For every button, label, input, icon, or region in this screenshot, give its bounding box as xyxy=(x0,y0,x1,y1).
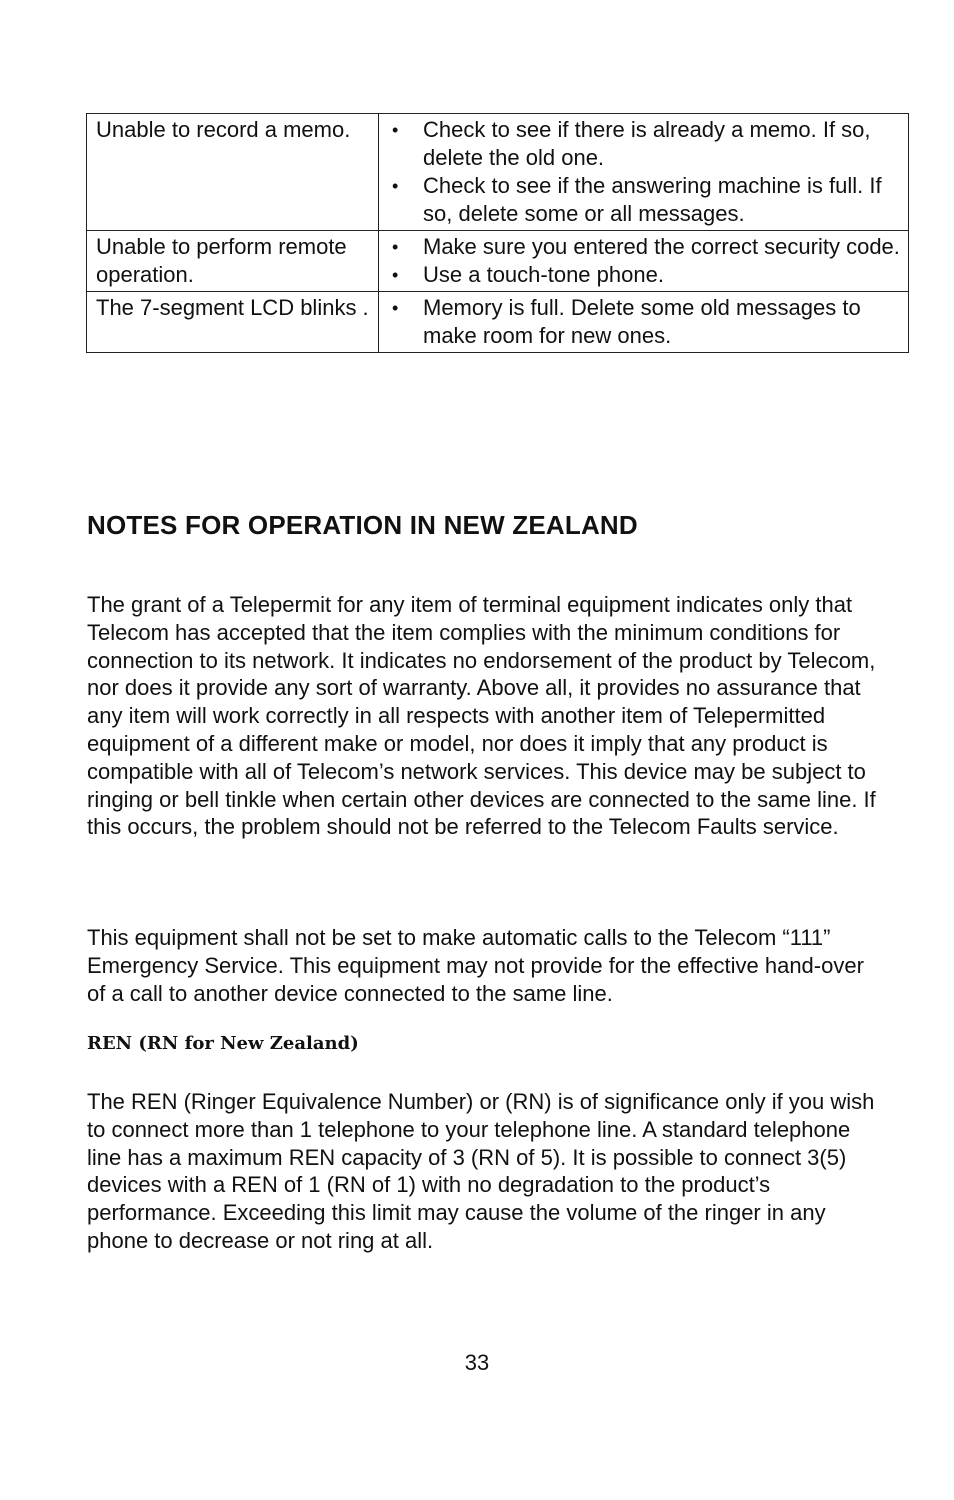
solution-list xyxy=(388,233,900,289)
ren-paragraph: The REN (Ringer Equivalence Number) or (RN) is of significance only if you wish to connect more than 1 telephone to your telephone line. A standard telephone line has a maximum REN capacity of 3 (RN of 5). It is possible to connect 3(5) devices with a REN of 1 (RN of 1) with no degradation to the product’s performance. Exceeding this limit may cause the volume of the ringer in any phone to decrease or not ring at all. xyxy=(87,1089,875,1253)
page-number: 33 xyxy=(464,1350,490,1375)
troubleshooting-table xyxy=(86,113,909,353)
ren-subheading: REN (RN for New Zealand) xyxy=(87,1033,359,1054)
table-row xyxy=(87,114,909,231)
solution-cell xyxy=(379,292,909,353)
solution-item: • Use a touch-tone phone. xyxy=(388,261,900,289)
problem-cell: Unable to record a memo. xyxy=(87,114,379,231)
solution-cell xyxy=(379,231,909,292)
solution-list xyxy=(388,294,900,350)
telepermit-paragraph: The grant of a Telepermit for any item of terminal equipment indicates only that Telecom has accepted that the item complies with the minimum conditions for connection to its network. It indicates no endorsement of the product by Telecom, nor does it provide any sort of warranty. Above all, it provides no assurance that any item will work correctly in all respects with another item of Telepermitted equipment of a different make or model, nor does it imply that any product is compatible with all of Telecom’s network services. This device may be subject to ringing or bell tinkle when certain other devices are connected to the same line. If this occurs, the problem should not be referred to the Telecom Faults service. xyxy=(87,592,876,840)
solution-item: • Make sure you entered the correct security code. xyxy=(388,233,900,261)
table-row xyxy=(87,231,909,292)
problem-cell: Unable to perform remote operation. xyxy=(87,231,379,292)
solution-cell xyxy=(379,114,909,231)
section-heading: NOTES FOR OPERATION IN NEW ZEALAND xyxy=(87,510,638,540)
solution-item: • Memory is full. Delete some old messages to make room for new ones. xyxy=(388,294,900,350)
emergency-paragraph: This equipment shall not be set to make automatic calls to the Telecom “111” Emergency Service. This equipment may not provide for the effective hand-over of a call to another device connected to the same line. xyxy=(87,925,864,1006)
solution-item: • Check to see if there is already a memo. If so, delete the old one. xyxy=(388,116,900,172)
problem-cell: The 7-segment LCD blinks . xyxy=(87,292,379,353)
solution-item: • Check to see if the answering machine is full. If so, delete some or all messages. xyxy=(388,172,900,228)
solution-list xyxy=(388,116,900,228)
table-row xyxy=(87,292,909,353)
